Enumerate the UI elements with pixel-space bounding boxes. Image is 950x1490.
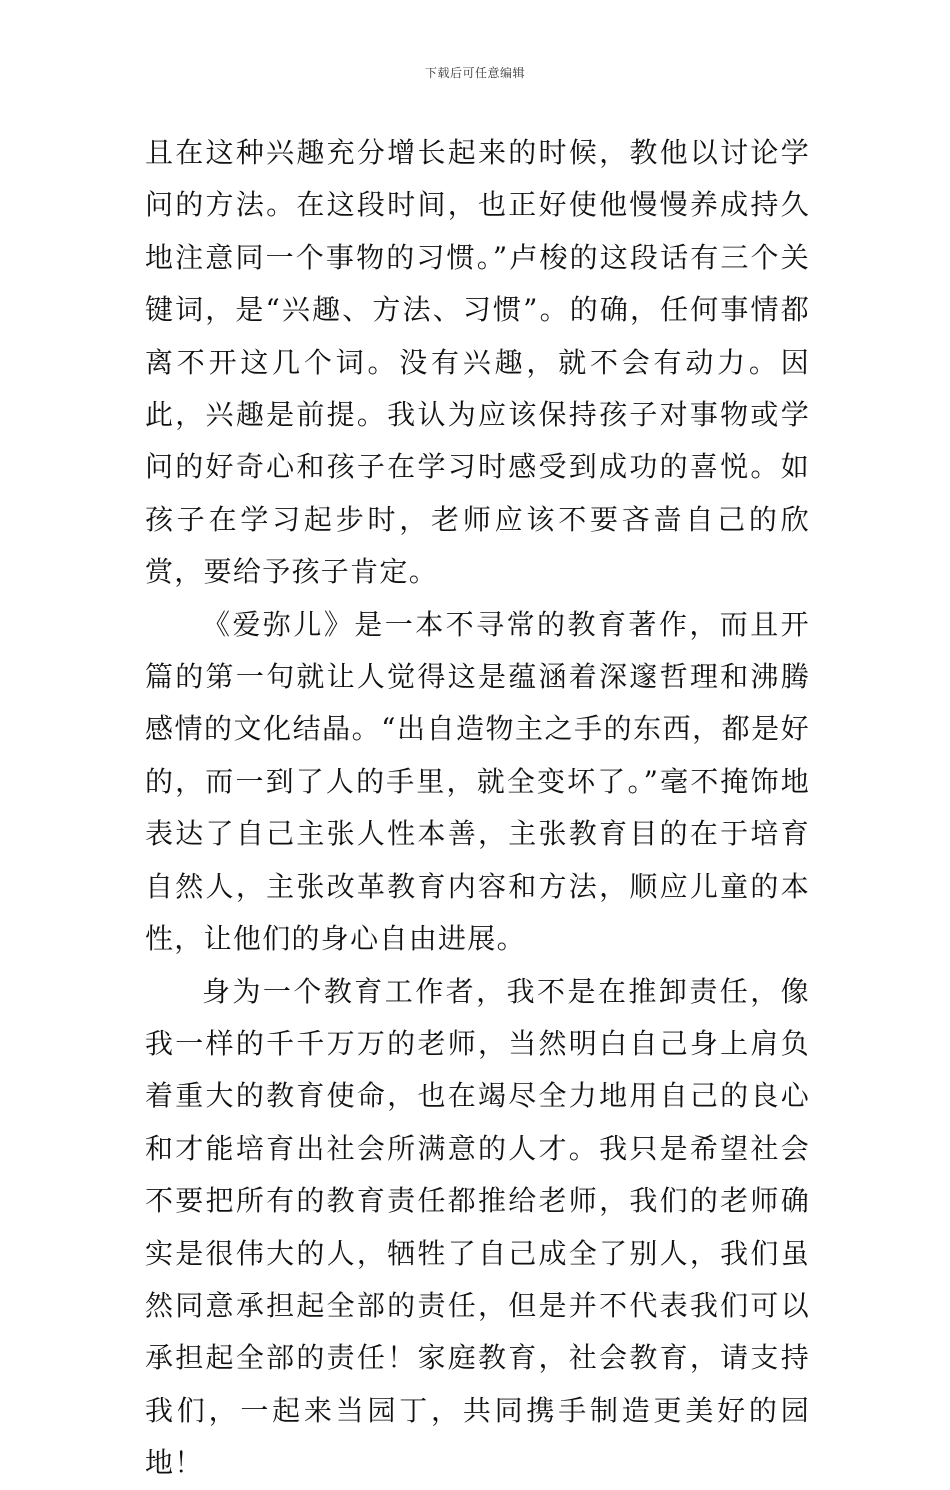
paragraph-continuation: 且在这种兴趣充分增长起来的时候，教他以讨论学问的方法。在这段时间，也正好使他慢慢养成持久地注意同一个事物的习惯。”卢梭的这段话有三个关键词，是“兴趣、方法、习惯”。的确，任何事情都离不开这几个词。没有兴趣，就不会有动力。因此，兴趣是前提。我认为应该保持孩子对事物或学问的好奇心和孩子在学习时感受到成功的喜悦。如孩子在学习起步时，老师应该不要吝啬自己的欣赏，要给予孩子肯定。	[145, 136, 810, 589]
paragraph-emile: 《爱弥儿》是一本不寻常的教育著作，而且开篇的第一句就让人觉得这是蕴涵着深邃哲理和沸腾感情的文化结晶。“出自造物主之手的东西，都是好的，而一到了人的手里，就全变坏了。”毫不掩饰地表达了自己主张人性本善，主张教育目的在于培育自然人，主张改革教育内容和方法，顺应儿童的本性，让他们的身心自由进展。	[145, 607, 810, 956]
document-body	[145, 127, 810, 1490]
paragraph-educator: 身为一个教育工作者，我不是在推卸责任，像我一样的千千万万的老师，当然明白自己身上肩负着重大的教育使命，也在竭尽全力地用自己的良心和才能培育出社会所满意的人才。我只是希望社会不要把所有的教育责任都推给老师，我们的老师确实是很伟大的人，牺牲了自己成全了别人，我们虽然同意承担起全部的责任，但是并不代表我们可以承担起全部的责任！家庭教育，社会教育，请支持我们，一起来当园丁，共同携手制造更美好的园地！	[145, 974, 810, 1480]
header-note: 下载后可任意编辑	[424, 66, 525, 80]
